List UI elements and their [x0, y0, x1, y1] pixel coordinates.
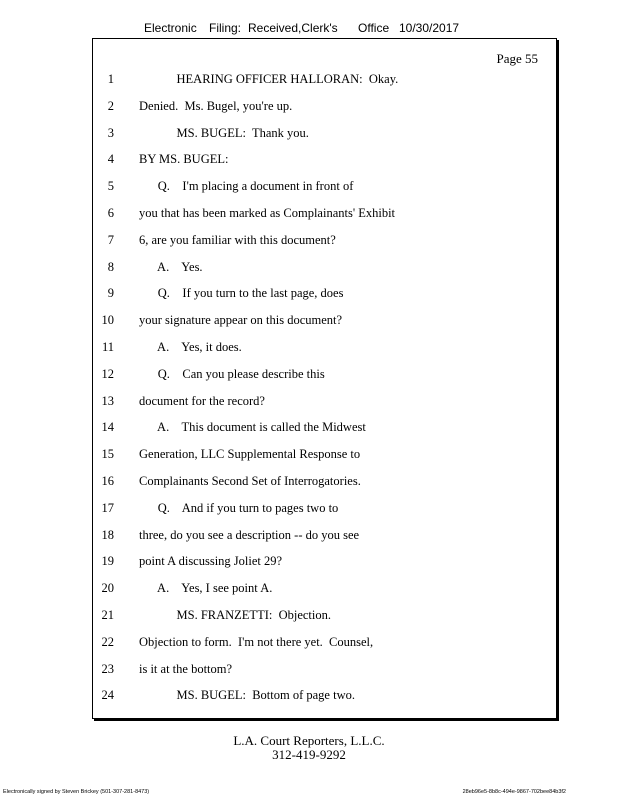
line-number: 6 [107, 205, 114, 220]
transcript-line [93, 206, 556, 233]
line-text: Q. If you turn to the last page, does [139, 286, 344, 301]
line-number: 10 [101, 313, 114, 328]
line-text: Generation, LLC Supplemental Response to [139, 447, 361, 462]
header-date: 10/30/2017 [399, 21, 460, 35]
transcript-line [93, 688, 556, 715]
line-text: HEARING OFFICER HALLORAN: Okay. [139, 72, 399, 86]
transcript-line [93, 394, 556, 421]
line-number: 8 [107, 259, 114, 274]
line-number: 18 [101, 527, 114, 542]
line-number: 22 [101, 634, 114, 649]
page-number: Page 55 [496, 51, 538, 66]
transcript-line [93, 72, 556, 99]
line-number: 5 [107, 179, 114, 194]
line-text: A. Yes, I see point A. [139, 581, 273, 596]
line-text: Q. I'm placing a document in front of [139, 179, 354, 194]
line-text: point A discussing Joliet 29? [139, 554, 283, 569]
line-text: your signature appear on this document? [139, 313, 343, 328]
filing-header [0, 21, 618, 37]
line-number: 24 [101, 688, 114, 703]
line-number: 16 [101, 473, 114, 488]
transcript-page [92, 38, 557, 719]
line-number: 9 [107, 286, 114, 301]
line-number: 3 [107, 125, 114, 140]
line-text: MS. FRANZETTI: Objection. [139, 607, 332, 622]
transcript-line [93, 635, 556, 662]
line-text: 6, are you familiar with this document? [139, 232, 336, 247]
line-number: 23 [101, 661, 114, 676]
transcript-line [93, 340, 556, 367]
line-number: 7 [107, 232, 114, 247]
transcript-line [93, 501, 556, 528]
transcript-line [93, 233, 556, 260]
transcript-line [93, 554, 556, 581]
line-text: A. Yes, it does. [139, 339, 242, 354]
line-text: Denied. Ms. Bugel, you're up. [139, 98, 293, 113]
line-number: 11 [101, 339, 114, 354]
line-text: A. This document is called the Midwest [139, 420, 366, 435]
line-number: 2 [107, 98, 114, 113]
line-number: 15 [101, 447, 114, 462]
document-hash: 28eb96e5-8b8c-494e-9867-702bee84b3f2 [462, 789, 566, 795]
header-filing: Filing: [209, 21, 242, 35]
line-text: BY MS. BUGEL: [139, 152, 229, 167]
transcript-lines [93, 72, 556, 715]
line-text: Q. Can you please describe this [139, 366, 325, 381]
line-text: three, do you see a description -- do you see [139, 527, 360, 542]
transcript-line [93, 99, 556, 126]
transcript-line [93, 581, 556, 608]
transcript-line [93, 179, 556, 206]
transcript-line [93, 313, 556, 340]
transcript-line [93, 152, 556, 179]
line-text: is it at the bottom? [139, 661, 233, 676]
transcript-line [93, 420, 556, 447]
line-number: 4 [107, 152, 114, 167]
line-number: 21 [101, 607, 114, 622]
header-electronic: Electronic [144, 21, 197, 35]
header-received: Received,Clerk's [248, 21, 338, 35]
transcript-line [93, 662, 556, 689]
line-number: 20 [101, 581, 114, 596]
transcript-line [93, 367, 556, 394]
line-text: MS. BUGEL: Thank you. [139, 125, 309, 140]
header-office: Office [358, 21, 390, 35]
transcript-line [93, 608, 556, 635]
line-number: 17 [101, 500, 114, 515]
footer-company: L.A. Court Reporters, L.L.C. [233, 733, 385, 748]
line-number: 14 [101, 420, 114, 435]
transcript-line [93, 447, 556, 474]
line-number: 1 [107, 72, 114, 86]
line-text: Complainants Second Set of Interrogatories. [139, 473, 361, 488]
line-text: MS. BUGEL: Bottom of page two. [139, 688, 355, 703]
line-text: A. Yes. [139, 259, 203, 274]
transcript-line [93, 126, 556, 153]
transcript-line [93, 528, 556, 555]
line-number: 19 [101, 554, 114, 569]
line-text: Q. And if you turn to pages two to [139, 500, 339, 515]
line-text: you that has been marked as Complainants' Exhibit [139, 205, 396, 220]
electronic-signature: Electronically signed by Steven Brickey (501-307-281-8473) [3, 789, 150, 795]
line-number: 13 [101, 393, 114, 408]
line-text: Objection to form. I'm not there yet. Counsel, [139, 634, 374, 649]
footer-phone: 312-419-9292 [272, 747, 346, 762]
line-number: 12 [101, 366, 114, 381]
transcript-line [93, 474, 556, 501]
line-text: document for the record? [139, 393, 265, 408]
transcript-line [93, 286, 556, 313]
transcript-line [93, 260, 556, 287]
